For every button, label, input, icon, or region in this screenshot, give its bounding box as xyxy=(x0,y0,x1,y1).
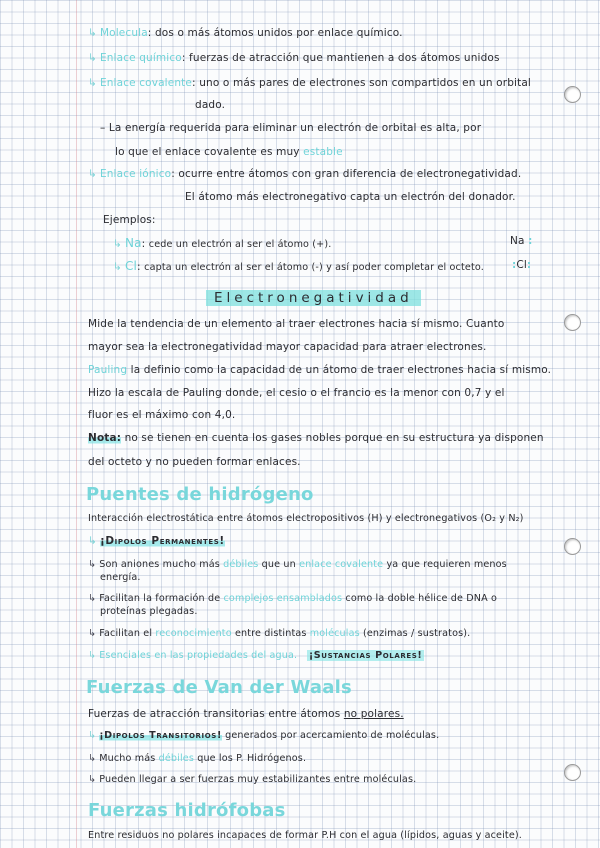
line-enlace-ionico: ↳ Enlace iónico: ocurre entre átomos con gran diferencia de electronegatividad. xyxy=(88,168,522,180)
def-enlace-covalente: uno o más pares de electrones son compartidos en un orbital xyxy=(199,77,531,89)
puentes-dipolos xyxy=(88,534,225,548)
vdw-dipolos xyxy=(88,729,439,743)
term-reconocimiento: reconocimiento xyxy=(155,628,232,639)
vdw-dip-text: generados por acercamiento de moléculas. xyxy=(225,730,440,741)
b2-c: como la doble hélice de DNA o xyxy=(345,593,498,604)
vdw-no-polares: no polares. xyxy=(343,708,404,720)
arrow-icon: ↳ xyxy=(88,27,97,39)
vdw-b2 xyxy=(88,773,416,787)
dipolos-transitorios: ¡Dipolos Transitorios! xyxy=(99,730,222,741)
b1-e: ya que requieren menos xyxy=(386,559,507,570)
arrow-icon: ↳ xyxy=(88,52,97,64)
example-na: ↳ Na: cede un electrón al ser el átomo (+). xyxy=(113,236,332,250)
vdw-b1-c: que los P. Hidrógenos. xyxy=(197,753,307,764)
arrow-icon: ↳ xyxy=(113,261,122,273)
side-cl-text: Cl xyxy=(516,259,527,271)
line-molecula: ↳ Molecula: dos o más átomos unidos por enlace químico. xyxy=(88,27,403,39)
text-energia: La energía requerida para eliminar un electrón de orbital es alta, por xyxy=(108,122,482,134)
vdw-p1 xyxy=(88,707,404,721)
section-title-vdw: Fuerzas de Van der Waals xyxy=(86,677,352,698)
term-esenciales: Esenciales en las propiedades del agua. xyxy=(99,650,298,661)
electro-nota-2: del octeto y no pueden formar enlaces. xyxy=(88,456,301,468)
dot-icon: : xyxy=(528,235,533,247)
electro-p2: mayor sea la electronegatividad mayor capacidad para atraer electrones. xyxy=(88,341,487,353)
term-enlace-ionico: Enlace iónico xyxy=(99,168,172,180)
text-na: cede un electrón al ser el átomo (+). xyxy=(148,239,332,250)
binder-hole-1 xyxy=(564,86,581,103)
def-enlace-quimico: fuerzas de atracción que mantienen a dos átomos unidos xyxy=(189,52,500,64)
arrow-icon: ↳ xyxy=(113,238,122,250)
text-estable-a: lo que el enlace covalente es muy xyxy=(115,146,300,158)
element-na: Na xyxy=(124,236,142,250)
section-title-puentes: Puentes de hidrógeno xyxy=(86,484,314,505)
binder-hole-4 xyxy=(564,764,581,781)
text-cl: capta un electrón al ser el átomo (-) y así poder completar el octeto. xyxy=(144,262,484,273)
electro-p1: Mide la tendencia de un elemento al traer electrones hacia sí mismo. Cuanto xyxy=(88,318,505,330)
b3-e: (enzimas / sustratos). xyxy=(362,628,471,639)
line-donador: El átomo más electronegativo capta un electrón del donador. xyxy=(185,191,516,203)
binder-hole-3 xyxy=(564,538,581,555)
dipolos-permanentes: ¡Dipolos Permanentes! xyxy=(99,535,225,547)
term-moleculas: moléculas xyxy=(309,628,360,639)
arrow-icon: ↳ xyxy=(88,168,97,180)
section-title-hidrofobas: Fuerzas hidrófobas xyxy=(88,800,286,821)
text-pauling: la definio como la capacidad de un átomo de traer electrones hacia sí mismo. xyxy=(130,364,552,376)
nota-label: Nota: xyxy=(88,432,122,444)
puentes-b3 xyxy=(88,627,470,641)
example-cl: ↳ Cl: capta un electrón al ser el átomo (-) y así poder completar el octeto. xyxy=(113,259,484,273)
b2-a: Facilitan la formación de xyxy=(99,593,221,604)
arrow-icon: ↳ xyxy=(88,593,97,604)
dot-icon: : xyxy=(512,259,517,271)
sustancias-polares: ¡Sustancias Polares! xyxy=(308,650,423,661)
vdw-b2-text: Pueden llegar a ser fuerzas muy estabilizantes entre moléculas. xyxy=(99,774,417,785)
side-cl xyxy=(512,258,531,272)
element-cl: Cl xyxy=(124,259,137,273)
line-enlace-covalente: ↳ Enlace covalente: uno o más pares de electrones son compartidos en un orbital xyxy=(88,77,531,89)
b1-c: que un xyxy=(261,559,296,570)
arrow-icon: ↳ xyxy=(88,753,97,764)
arrow-icon: ↳ xyxy=(88,77,97,89)
arrow-icon: ↳ xyxy=(88,535,97,547)
nota-text-1: no se tienen en cuenta los gases nobles porque en su estructura ya disponen xyxy=(124,432,544,444)
puentes-b4 xyxy=(88,649,424,663)
vdw-p1-a: Fuerzas de atracción transitorias entre átomos xyxy=(88,708,341,720)
term-complejos: complejos ensamblados xyxy=(223,593,343,604)
electro-nota xyxy=(88,431,544,445)
dot-icon: : xyxy=(526,259,532,271)
electro-p3 xyxy=(88,363,551,377)
term-pauling: Pauling xyxy=(88,364,128,376)
puentes-p1: Interacción electrostática entre átomos electropositivos (H) y electronegativos (O₂ y N₂) xyxy=(88,513,524,524)
side-na xyxy=(510,234,532,248)
section-title-electronegatividad: Electronegatividad xyxy=(206,290,421,306)
def-enlace-ionico: ocurre entre átomos con gran diferencia de electronegatividad. xyxy=(178,168,522,180)
term-enlace-covalente-2: enlace covalente xyxy=(299,559,384,570)
puentes-b1-cont: energía. xyxy=(100,572,141,583)
term-enlace-covalente: Enlace covalente xyxy=(99,77,193,89)
line-dado: dado. xyxy=(195,99,226,111)
electro-p5: fluor es el máximo con 4,0. xyxy=(88,409,236,421)
def-molecula: dos o más átomos unidos por enlace químico. xyxy=(154,27,403,39)
b3-a: Facilitan el xyxy=(99,628,153,639)
ejemplos-label: Ejemplos: xyxy=(103,214,156,226)
arrow-icon: ↳ xyxy=(88,730,97,741)
vdw-b1 xyxy=(88,752,306,766)
b3-c: entre distintas xyxy=(234,628,307,639)
puentes-b1 xyxy=(88,558,507,572)
puentes-b2 xyxy=(88,592,497,606)
arrow-icon: ↳ xyxy=(88,559,97,570)
term-molecula: Molecula xyxy=(99,27,148,39)
line-estable xyxy=(115,145,343,159)
hidro-p1: Entre residuos no polares incapaces de formar P.H con el agua (lípidos, aguas y aceite). xyxy=(88,830,522,841)
side-na-text: Na xyxy=(510,235,525,247)
arrow-icon: ↳ xyxy=(88,628,97,639)
line-energia: – La energía requerida para eliminar un electrón de orbital es alta, por xyxy=(100,122,482,134)
term-debiles-2: débiles xyxy=(158,753,194,764)
term-estable: estable xyxy=(303,146,343,158)
arrow-icon: ↳ xyxy=(88,774,97,785)
electro-p4: Hizo la escala de Pauling donde, el cesio o el francio es la menor con 0,7 y el xyxy=(88,387,505,399)
margin-line xyxy=(76,0,77,848)
puentes-b2-cont: proteínas plegadas. xyxy=(100,606,198,617)
line-enlace-quimico: ↳ Enlace químico: fuerzas de atracción que mantienen a dos átomos unidos xyxy=(88,52,500,64)
b1-a: Son aniones mucho más xyxy=(99,559,220,570)
arrow-icon: ↳ xyxy=(88,650,97,661)
binder-hole-2 xyxy=(564,314,581,331)
vdw-b1-a: Mucho más xyxy=(99,753,156,764)
term-enlace-quimico: Enlace químico xyxy=(99,52,182,64)
term-debiles: débiles xyxy=(223,559,259,570)
